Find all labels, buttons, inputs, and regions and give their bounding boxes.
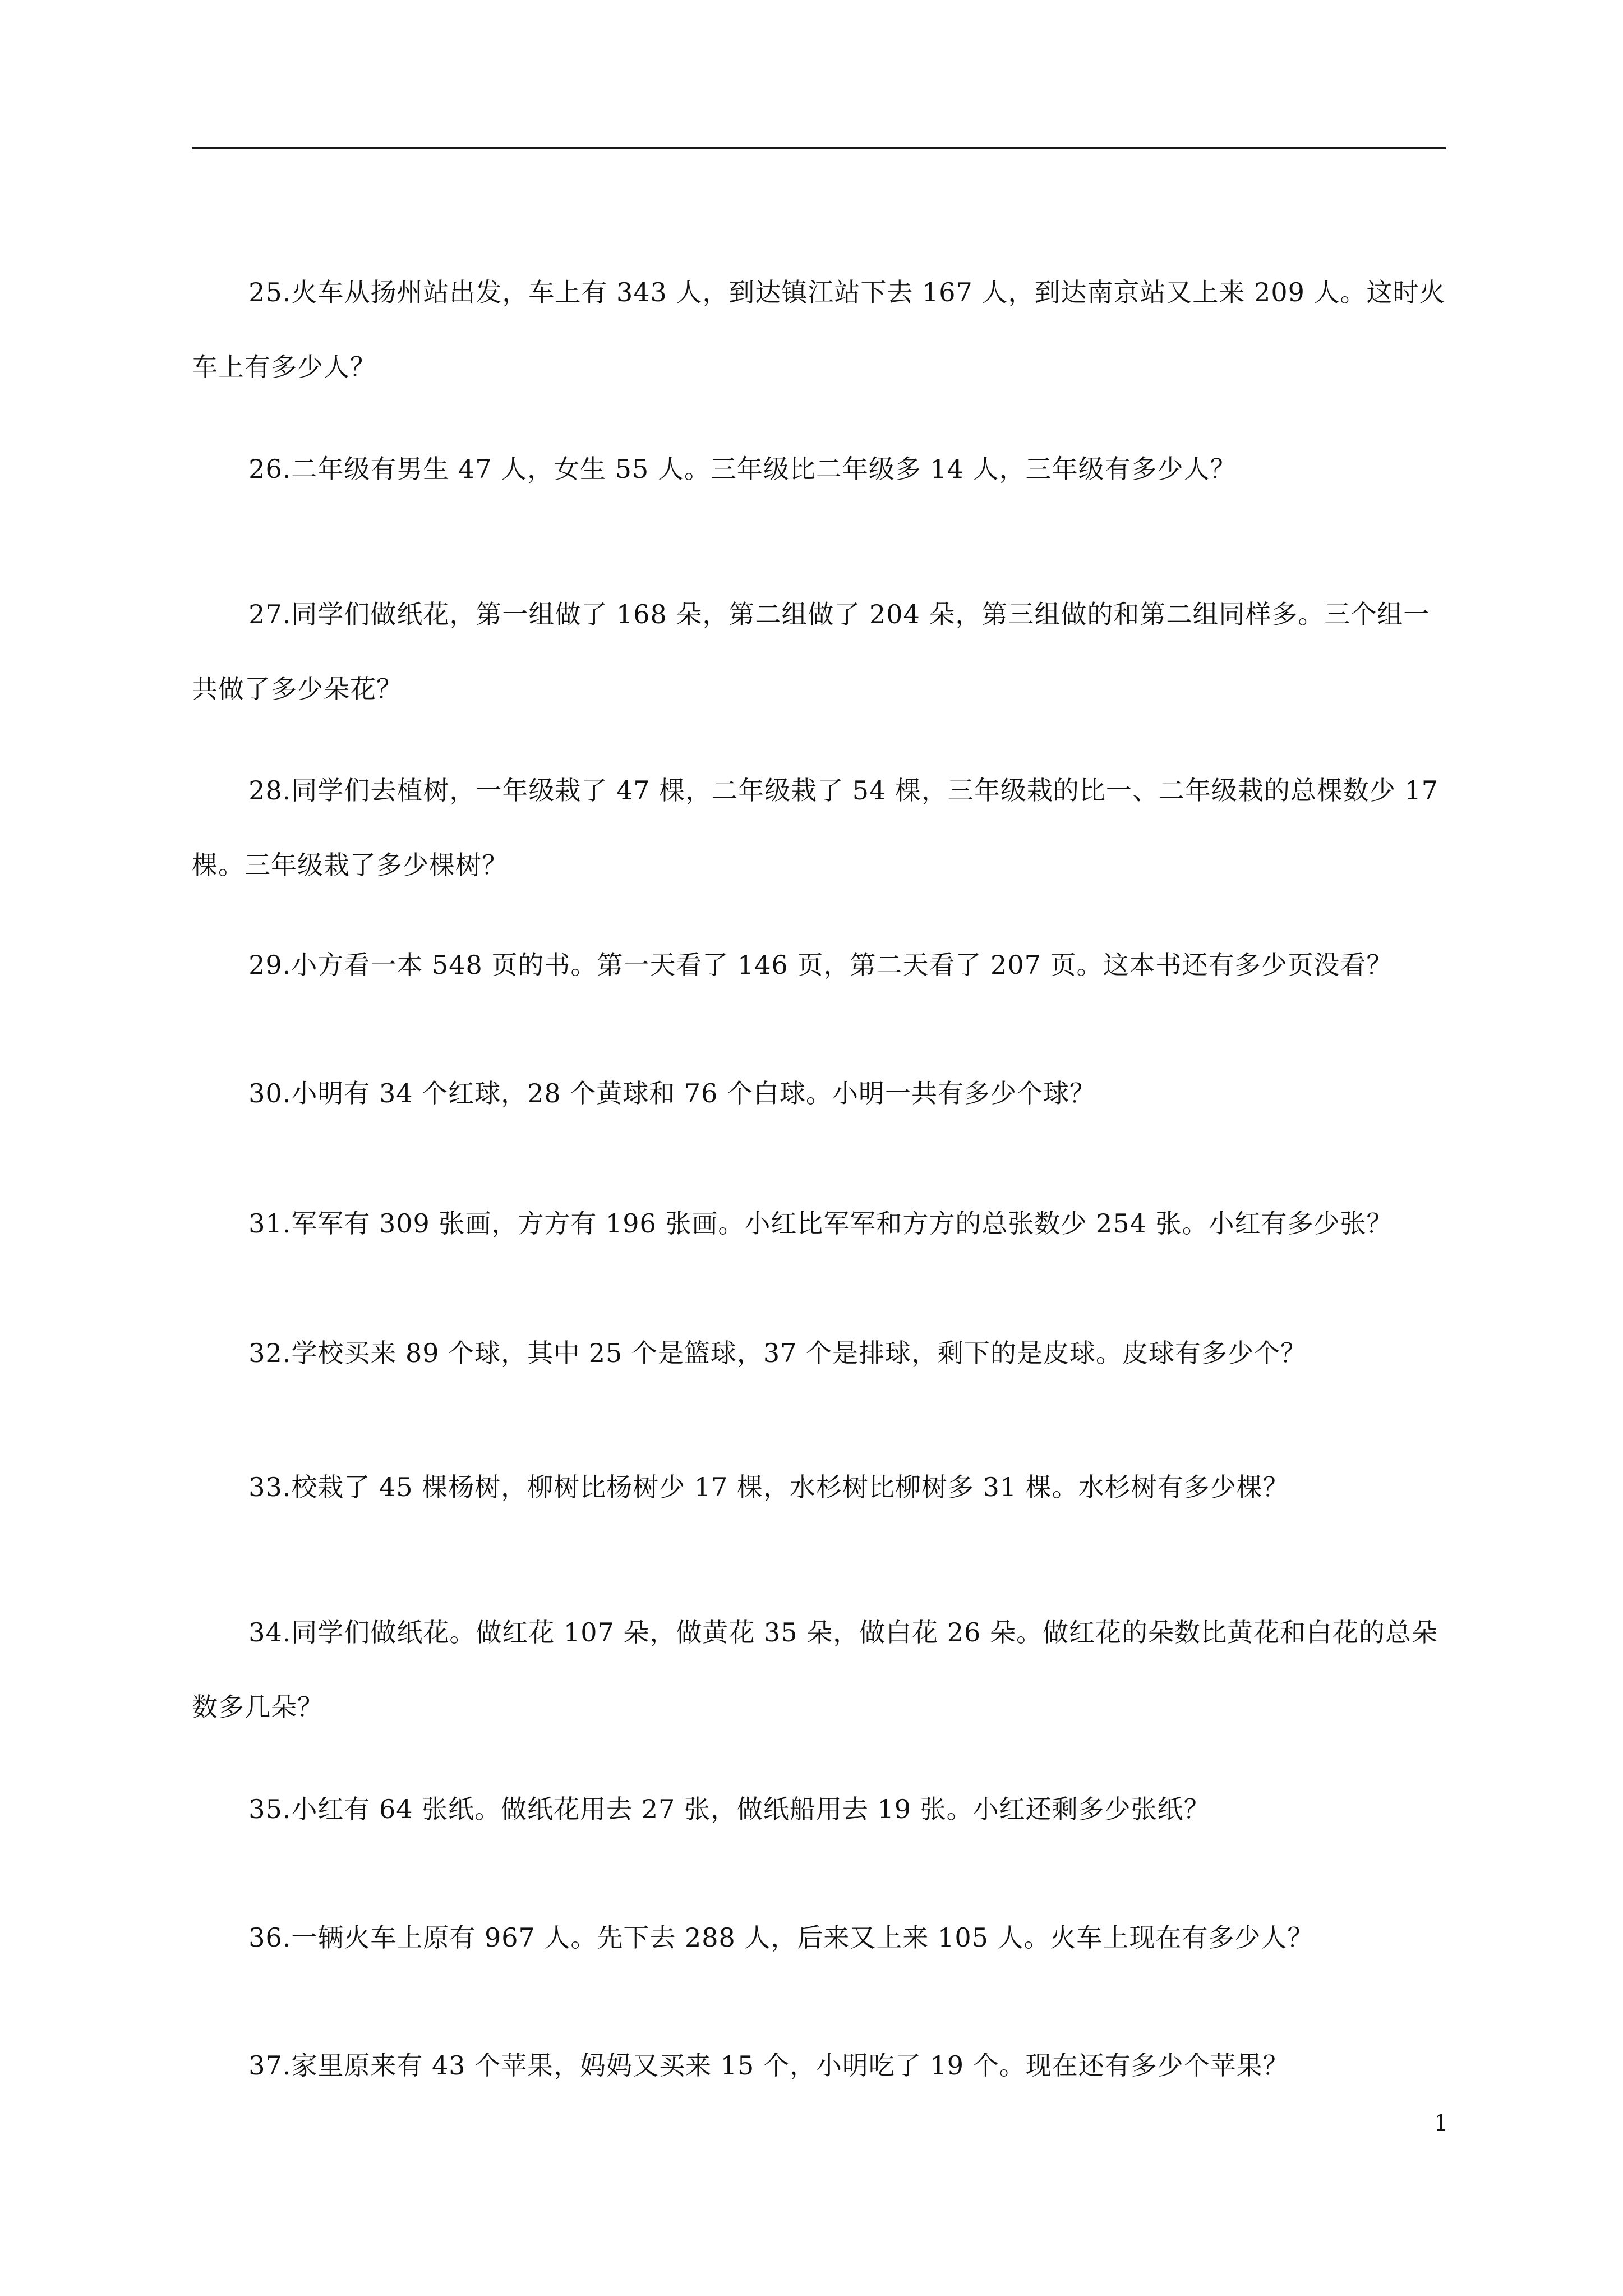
problem-28: 28.同学们去植树，一年级栽了 47 棵，二年级栽了 54 棵，三年级栽的比一、二年级栽的总棵数少 17 棵。三年级栽了多少棵树？ <box>192 775 1439 880</box>
problem-34: 34.同学们做纸花。做红花 107 朵，做黄花 35 朵，做白花 26 朵。做红花的朵数比黄花和白花的总朵数多几朵？ <box>192 1617 1438 1722</box>
problem-33: 33.校栽了 45 棵杨树，柳树比杨树少 17 棵，水杉树比柳树多 31 棵。水杉树有多少棵？ <box>248 1472 1289 1502</box>
problem-32: 32.学校买来 89 个球，其中 25 个是篮球，37 个是排球，剩下的是皮球。皮球有多少个？ <box>248 1338 1307 1368</box>
header-rule <box>192 147 1446 149</box>
problem-37: 37.家里原来有 43 个苹果，妈妈又买来 15 个，小明吃了 19 个。现在还有多少个苹果？ <box>248 2050 1289 2081</box>
problem-29: 29.小方看一本 548 页的书。第一天看了 146 页，第二天看了 207 页。这本书还有多少页没看？ <box>248 950 1393 980</box>
page-number: 1 <box>1434 2110 1449 2136</box>
problem-26: 26.二年级有男生 47 人，女生 55 人。三年级比二年级多 14 人，三年级有多少人？ <box>248 454 1237 484</box>
problem-31: 31.军军有 309 张画，方方有 196 张画。小红比军军和方方的总张数少 254 张。小红有多少张？ <box>248 1208 1393 1239</box>
problem-35: 35.小红有 64 张纸。做纸花用去 27 张，做纸船用去 19 张。小红还剩多少张纸？ <box>248 1794 1210 1824</box>
problem-30: 30.小明有 34 个红球，28 个黄球和 76 个白球。小明一共有多少个球？ <box>248 1078 1096 1108</box>
problem-25: 25.火车从扬州站出发，车上有 343 人，到达镇江站下去 167 人，到达南京站又上来 209 人。这时火车上有多少人？ <box>192 277 1446 382</box>
problem-36: 36.一辆火车上原有 967 人。先下去 288 人，后来又上来 105 人。火车上现在有多少人？ <box>248 1922 1314 1953</box>
problem-27: 27.同学们做纸花，第一组做了 168 朵，第二组做了 204 朵，第三组做的和第二组同样多。三个组一共做了多少朵花？ <box>192 599 1430 704</box>
